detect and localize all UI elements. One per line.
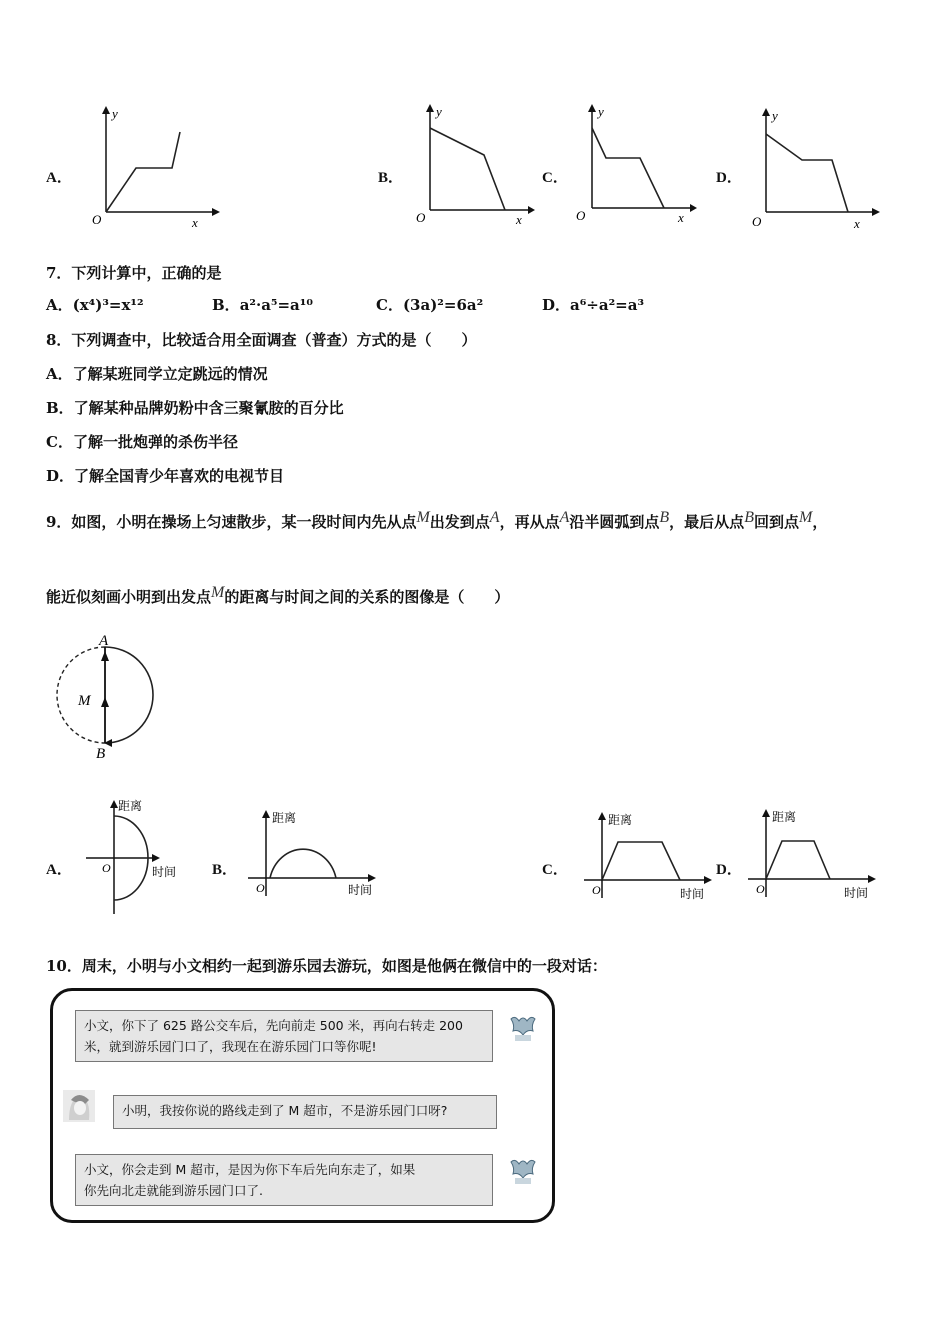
q6-option-d-label[interactable]: D． bbox=[716, 170, 742, 186]
svg-text:距离: 距离 bbox=[118, 799, 143, 813]
q9-option-a-label[interactable]: A． bbox=[46, 862, 72, 878]
svg-text:O: O bbox=[752, 214, 762, 229]
svg-text:O: O bbox=[592, 883, 601, 897]
q6-graph-b bbox=[410, 100, 535, 230]
q6-option-b-label[interactable]: B． bbox=[378, 170, 404, 186]
q9-option-b-label[interactable]: B． bbox=[212, 862, 238, 878]
q9-graph-c bbox=[580, 808, 715, 908]
svg-text:O: O bbox=[756, 882, 765, 896]
q9-point-m: M bbox=[78, 693, 91, 709]
q6-a-x-label: x bbox=[192, 215, 198, 230]
chat-message-2: 小明，我按你说的路线走到了 M 超市，不是游乐园门口呀? bbox=[113, 1095, 497, 1129]
q9-stem-line2: 能近似刻画小明到出发点M的距离与时间之间的关系的图像是（ ） bbox=[46, 584, 510, 606]
svg-text:时间: 时间 bbox=[152, 865, 177, 879]
svg-text:距离: 距离 bbox=[772, 810, 797, 824]
q9-stem-line1: 9．如图，小明在操场上匀速散步，某一段时间内先从点M出发到点A，再从点A沿半圆弧到点B，最后从点B回到点M， bbox=[46, 509, 828, 531]
svg-text:时间: 时间 bbox=[844, 886, 869, 900]
svg-text:时间: 时间 bbox=[348, 883, 373, 897]
svg-text:O: O bbox=[256, 881, 265, 895]
q7-option-d[interactable]: D．a⁶÷a²=a³ bbox=[542, 296, 645, 314]
svg-text:距离: 距离 bbox=[272, 811, 297, 825]
q6-graph-d bbox=[746, 104, 881, 234]
q9-point-b: B bbox=[96, 746, 106, 760]
q8-stem: 8．下列调查中，比较适合用全面调查（普查）方式的是（ ） bbox=[46, 331, 477, 349]
svg-text:y: y bbox=[772, 108, 778, 123]
q7-option-b[interactable]: B．a²·a⁵=a¹⁰ bbox=[212, 296, 313, 314]
q6-option-a-label[interactable]: A． bbox=[46, 170, 72, 186]
q6-graph-a bbox=[80, 100, 220, 230]
xiaoming-avatar-icon bbox=[63, 1090, 95, 1122]
q6-a-y-label: y bbox=[112, 106, 118, 121]
q7-option-a[interactable]: A．(x⁴)³=x¹² bbox=[46, 296, 144, 314]
q8-option-b[interactable]: B．了解某种品牌奶粉中含三聚氰胺的百分比 bbox=[46, 399, 344, 417]
xiaowen-avatar-icon-2 bbox=[507, 1156, 539, 1188]
q6-graph-c bbox=[572, 100, 697, 230]
q9-graph-b bbox=[244, 806, 379, 906]
q6-option-c-label[interactable]: C． bbox=[542, 170, 568, 186]
svg-text:时间: 时间 bbox=[680, 887, 705, 901]
svg-text:距离: 距离 bbox=[608, 813, 633, 827]
svg-text:x: x bbox=[516, 212, 522, 227]
svg-text:O: O bbox=[416, 210, 426, 225]
q6-a-origin: O bbox=[92, 212, 102, 227]
chat-message-3: 小文，你会走到 M 超市，是因为你下车后先向东走了，如果 你先向北走就能到游乐园门口了. bbox=[75, 1154, 493, 1206]
svg-text:y: y bbox=[436, 104, 442, 119]
q8-option-c[interactable]: C．了解一批炮弹的杀伤半径 bbox=[46, 433, 238, 451]
svg-text:O: O bbox=[102, 861, 111, 875]
svg-text:O: O bbox=[576, 208, 586, 223]
q7-option-c[interactable]: C．(3a)²=6a² bbox=[376, 296, 484, 314]
q8-option-d[interactable]: D．了解全国青少年喜欢的电视节目 bbox=[46, 467, 285, 485]
xiaowen-avatar-icon bbox=[507, 1013, 539, 1045]
q9-graph-a bbox=[82, 796, 192, 918]
svg-text:x: x bbox=[678, 210, 684, 225]
q9-point-a: A bbox=[99, 635, 109, 649]
q8-option-a[interactable]: A．了解某班同学立定跳远的情况 bbox=[46, 365, 268, 383]
q9-option-d-label[interactable]: D． bbox=[716, 862, 742, 878]
q10-stem: 10．周末，小明与小文相约一起到游乐园去游玩，如图是他俩在微信中的一段对话： bbox=[46, 957, 607, 975]
q7-stem: 7．下列计算中，正确的是 bbox=[46, 264, 222, 282]
q9-circle-figure bbox=[50, 635, 160, 760]
svg-text:x: x bbox=[854, 216, 860, 231]
q9-option-c-label[interactable]: C． bbox=[542, 862, 568, 878]
q9-graph-d bbox=[744, 805, 879, 905]
chat-message-1: 小文，你下了 625 路公交车后，先向前走 500 米，再向右转走 200 米，就到游乐园门口了，我现在在游乐园门口等你呢! bbox=[75, 1010, 493, 1062]
wechat-dialog bbox=[50, 988, 555, 1223]
svg-text:y: y bbox=[598, 104, 604, 119]
